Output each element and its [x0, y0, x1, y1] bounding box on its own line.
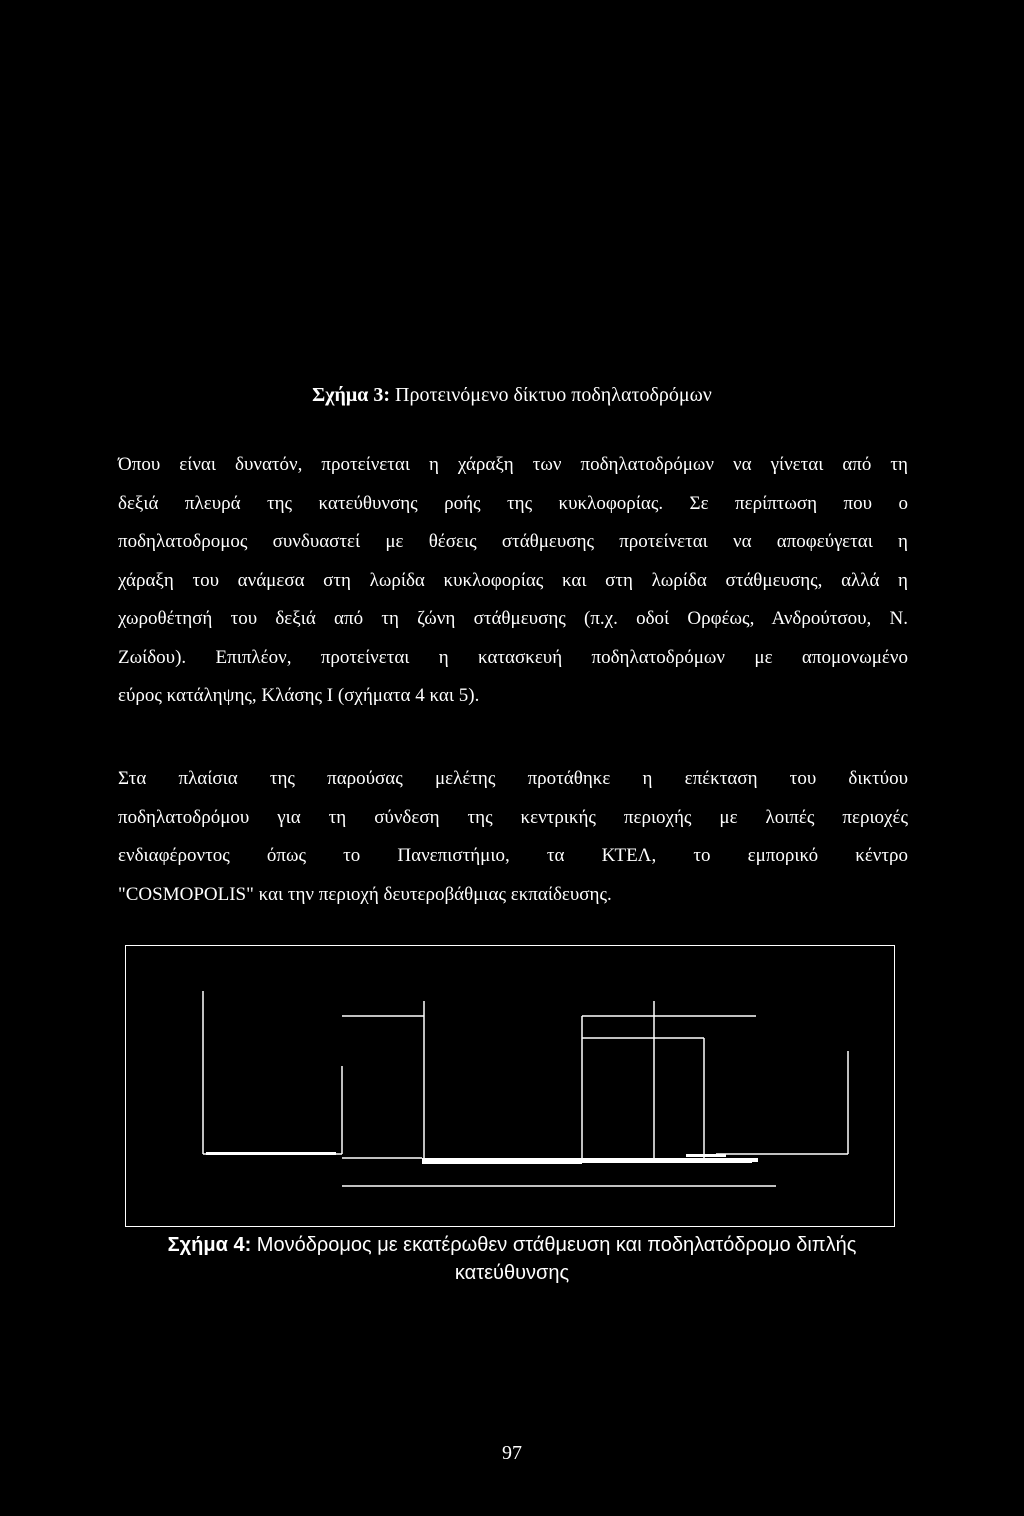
figure-3-text: Προτεινόμενο δίκτυο ποδηλατοδρόμων: [390, 384, 712, 406]
figure-4-caption-line-2: κατεύθυνσης: [454, 1262, 570, 1284]
page-number: 97: [502, 1442, 522, 1464]
traffic-lane: [422, 1158, 582, 1164]
paragraph-1: [118, 446, 908, 716]
bike-lane-marker: [686, 1154, 726, 1157]
paragraph-2-line: "COSMOPOLIS" και την περιοχή δευτεροβάθμιας εκπαίδευσης.: [118, 883, 612, 905]
paragraph-1-line: ποδηλατοδρομος συνδυαστεί με θέσεις στάθμευσης προτείνεται να αποφεύγεται η: [118, 531, 908, 552]
figure-4-drawing: [125, 945, 895, 1227]
figure-3-caption: [0, 382, 1024, 408]
street-cross-section-diagram: [126, 946, 896, 1228]
paragraph-1-line: Ζωίδου). Επιπλέον, προτείνεται η κατασκευή ποδηλατοδρόμων με απομονωμένο: [118, 646, 908, 668]
figure-4-caption-line-1: [0, 1231, 1024, 1259]
paragraph-2-line: Στα πλαίσια της παρούσας μελέτης προτάθηκε η επέκταση του δικτύου: [118, 768, 908, 789]
paragraph-2-line: ποδηλατοδρόμου για τη σύνδεση της κεντρικής περιοχής με λοιπές περιοχές: [118, 806, 908, 828]
figure-4-caption: [0, 1231, 1024, 1287]
figure-3-label: Σχήμα 3:: [312, 384, 391, 406]
left-pavement: [206, 1152, 336, 1155]
figure-4-label: Σχήμα 4:: [167, 1234, 252, 1256]
paragraph-1-line: χάραξη του ανάμεσα στη λωρίδα κυκλοφορίας και στη λωρίδα στάθμευσης, αλλά η: [118, 569, 908, 591]
paragraph-1-line: Όπου είναι δυνατόν, προτείνεται η χάραξη των ποδηλατοδρόμων να γίνεται από τη: [118, 454, 908, 475]
paragraph-1-line: χωροθέτησή του δεξιά από τη ζώνη στάθμευσης (π.χ. οδοί Ορφέως, Ανδρούτσου, Ν.: [118, 608, 908, 629]
figure-4-text: Μονόδρομος με εκατέρωθεν στάθμευση και ποδηλατόδρομο διπλής: [251, 1234, 857, 1256]
paragraph-2: [118, 760, 908, 914]
paragraph-1-line: εύρος κατάληψης, Κλάσης I (σχήματα 4 και 5).: [118, 685, 480, 706]
bike-lane-right: [726, 1158, 758, 1162]
paragraph-1-line: δεξιά πλευρά της κατεύθυνσης ροής της κυκλοφορίας. Σε περίπτωση που ο: [118, 492, 908, 514]
paragraph-2-line: ενδιαφέροντος όπως το Πανεπιστήμιο, τα ΚΤΕΛ, το εμπορικό κέντρο: [118, 845, 908, 866]
